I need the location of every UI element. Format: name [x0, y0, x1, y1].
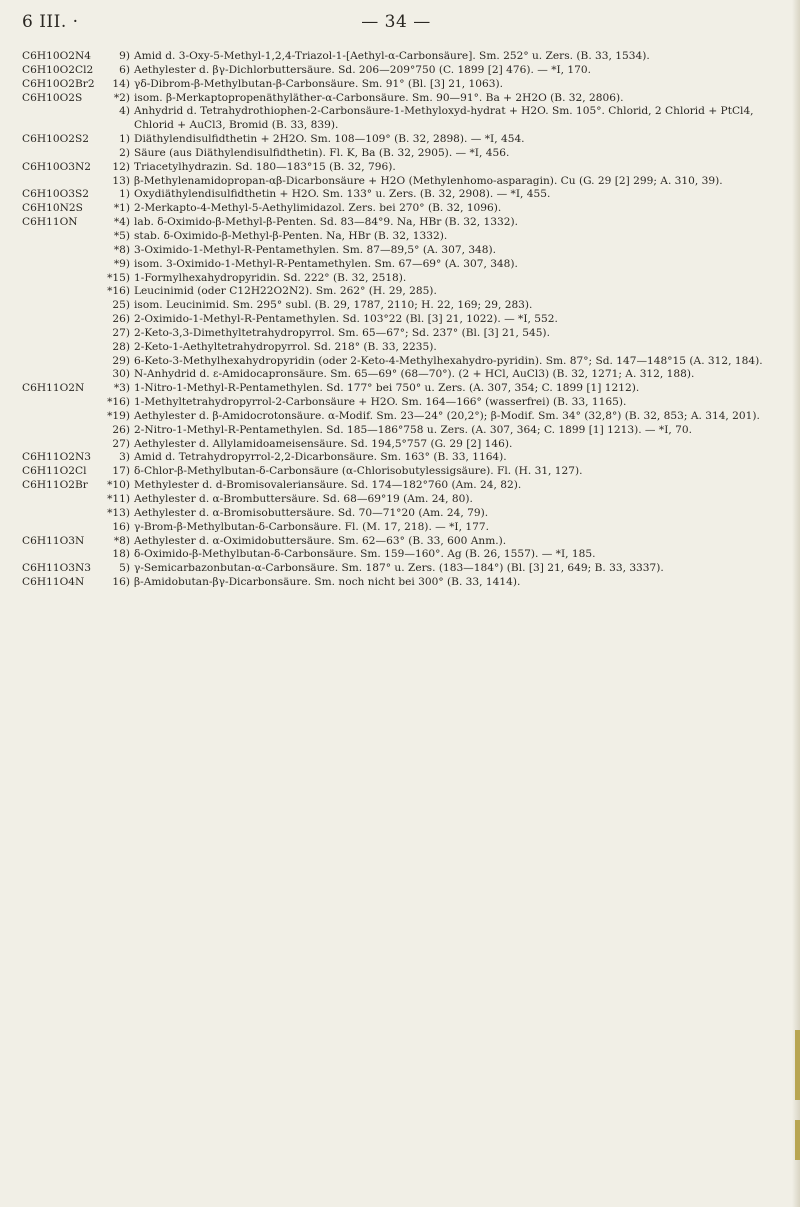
section-label: 6 III. ·	[22, 12, 79, 32]
formula-label: C6H11O2Br	[22, 479, 88, 492]
entry-number: 18)	[112, 548, 130, 561]
formula-group	[22, 133, 772, 161]
formula-label: C6H11O2Cl	[22, 465, 87, 478]
index-entry	[88, 382, 772, 396]
entry-text: Aethylester d. Allylamidoameisensäure. Sd. 194,5°757 (G. 29 [2] 146).	[134, 437, 513, 450]
formula-label: C6H11O2N	[22, 382, 85, 395]
entry-text: isom. 3-Oximido-1-Methyl-R-Pentamethylen. Sm. 67—69° (A. 307, 348).	[134, 257, 518, 270]
entry-text: 2-Merkapto-4-Methyl-5-Aethylimidazol. Zers. bei 270° (B. 32, 1096).	[134, 202, 502, 215]
entry-number: *2)	[113, 91, 130, 104]
entry-number: 1)	[119, 188, 130, 201]
formula-label: C6H11O3N3	[22, 562, 91, 575]
index-entry	[88, 562, 772, 576]
formula-label: C6H10O2S	[22, 91, 83, 104]
page-number: — 34 —	[361, 12, 431, 32]
formula-label: C6H11O4N	[22, 576, 85, 589]
entry-text: γ-Brom-β-Methylbutan-δ-Carbonsäure. Fl. (M. 17, 218). — *I, 177.	[134, 520, 489, 533]
entry-text: N-Anhydrid d. ε-Amidocapronsäure. Sm. 65—69° (68—70°). (2 + HCl, AuCl3) (B. 32, 1271; A. 312, 188).	[134, 368, 695, 381]
entry-text: Aethylester d. α-Brombuttersäure. Sd. 68—69°19 (Am. 24, 80).	[134, 493, 473, 505]
entry-text: isom. β-Merkaptopropenäthyläther-α-Carbonsäure. Sm. 90—91°. Ba + 2H2O (B. 32, 2806).	[134, 91, 624, 104]
entry-number: 14)	[112, 77, 130, 90]
entry-text: γ-Semicarbazonbutan-α-Carbonsäure. Sm. 187° u. Zers. (183—184°) (Bl. [3] 21, 649; B. 33, 3337).	[134, 562, 664, 575]
entry-text: γδ-Dibrom-β-Methylbutan-β-Carbonsäure. Sm. 91° (Bl. [3] 21, 1063).	[134, 77, 503, 90]
entry-number: 17)	[112, 465, 130, 478]
formula-group	[22, 576, 772, 590]
index-entry	[88, 216, 772, 230]
entry-text: β-Methylenamidopropan-αβ-Dicarbonsäure + H2O (Methylenhomo-asparagin). Cu (G. 29 [2] 299; A. 310, 39).	[134, 174, 723, 187]
entry-number: *19)	[107, 409, 130, 422]
formula-group	[22, 92, 772, 134]
entry-text: Säure (aus Diäthylendisulfidthetin). Fl. K, Ba (B. 32, 2905). — *I, 456.	[134, 146, 510, 159]
entry-number: 26)	[112, 423, 130, 436]
index-entry	[88, 341, 772, 355]
formula-label: C6H11O2N3	[22, 451, 91, 464]
index-entry	[88, 147, 772, 161]
index-entry	[88, 396, 772, 410]
entry-text: Oxydiäthylendisulfidthetin + H2O. Sm. 133° u. Zers. (B. 32, 2908). — *I, 455.	[134, 188, 551, 201]
index-entry	[88, 230, 772, 244]
entry-text: 2-Oximido-1-Methyl-R-Pentamethylen. Sd. 103°22 (Bl. [3] 21, 1022). — *I, 552.	[134, 313, 558, 326]
entry-number: 27)	[112, 326, 130, 339]
entry-text: δ-Chlor-β-Methylbutan-δ-Carbonsäure (α-Chlorisobutylessigsäure). Fl. (H. 31, 127).	[134, 465, 583, 478]
entry-text: Anhydrid d. Tetrahydrothiophen-2-Carbonsäure-1-Methyloxyd-hydrat + H2O. Sm. 105°. Chlorid, 2 Chlorid + PtCl4, Chlorid + AuCl3, Bromid (B. 33, 839).	[134, 105, 754, 132]
formula-group	[22, 188, 772, 202]
formula-group	[22, 562, 772, 576]
index-entry	[88, 285, 772, 299]
index-entry	[88, 64, 772, 78]
index-entry	[88, 92, 772, 106]
page-header	[22, 12, 770, 34]
index-entry	[88, 493, 772, 507]
index-entry	[88, 258, 772, 272]
entry-number: 5)	[119, 562, 130, 575]
index-entry	[88, 368, 772, 382]
entry-number: *9)	[113, 257, 130, 270]
entry-text: Aethylester d. α-Oximidobuttersäure. Sm. 62—63° (B. 33, 600 Anm.).	[134, 534, 507, 547]
index-entry	[88, 327, 772, 341]
entry-number: *10)	[107, 479, 130, 492]
entry-number: *15)	[107, 271, 130, 284]
entry-text: 3-Oximido-1-Methyl-R-Pentamethylen. Sm. 87—89,5° (A. 307, 348).	[134, 243, 497, 256]
entry-number: 12)	[112, 160, 130, 173]
formula-label: C6H11ON	[22, 216, 78, 229]
index-entry	[88, 451, 772, 465]
entry-text: β-Amidobutan-βγ-Dicarbonsäure. Sm. noch nicht bei 300° (B. 33, 1414).	[134, 576, 521, 589]
index-entry	[88, 576, 772, 590]
formula-group	[22, 202, 772, 216]
entry-text: 2-Keto-1-Aethyltetrahydropyrrol. Sd. 218° (B. 33, 2235).	[134, 340, 437, 353]
entry-text: Amid d. Tetrahydropyrrol-2,2-Dicarbonsäure. Sm. 163° (B. 33, 1164).	[134, 451, 507, 464]
index-entry	[88, 479, 772, 493]
entry-text: Triacetylhydrazin. Sd. 180—183°15 (B. 32, 796).	[134, 160, 396, 173]
index-entry	[88, 535, 772, 549]
index-entry	[88, 424, 772, 438]
index-entry	[88, 313, 772, 327]
formula-label: C6H10O2Cl2	[22, 63, 94, 76]
index-entry	[88, 188, 772, 202]
entry-number: 13)	[112, 174, 130, 187]
entry-number: *8)	[113, 243, 130, 256]
entry-number: 1)	[119, 133, 130, 146]
entry-number: *11)	[107, 493, 130, 505]
entry-number: *16)	[107, 396, 130, 409]
entry-text: Aethylester d. α-Bromisobuttersäure. Sd. 70—71°20 (Am. 24, 79).	[134, 506, 489, 519]
entry-text: stab. δ-Oximido-β-Methyl-β-Penten. Na, HBr (B. 32, 1332).	[134, 229, 448, 242]
formula-group	[22, 216, 772, 382]
entry-number: *5)	[113, 229, 130, 242]
entry-text: Aethylester d. βγ-Dichlorbuttersäure. Sd. 206—209°750 (C. 1899 [2] 476). — *I, 170.	[134, 63, 591, 76]
entry-number: 3)	[119, 451, 130, 464]
entry-text: Methylester d. d-Bromisovaleriansäure. Sd. 174—182°760 (Am. 24, 82).	[134, 479, 522, 492]
formula-group	[22, 161, 772, 189]
entry-number: 28)	[112, 340, 130, 353]
entry-text: Diäthylendisulfidthetin + 2H2O. Sm. 108—109° (B. 32, 2898). — *I, 454.	[134, 133, 525, 146]
index-entry	[88, 202, 772, 216]
index-entry	[88, 410, 772, 424]
index-entry	[88, 133, 772, 147]
formula-label: C6H10O2Br2	[22, 77, 95, 90]
index-entry	[88, 105, 772, 133]
entry-number: 26)	[112, 313, 130, 326]
index-entry	[88, 299, 772, 313]
formula-label: C6H11O3N	[22, 534, 85, 547]
entry-number: 4)	[119, 105, 130, 118]
formula-group	[22, 50, 772, 64]
index-entry	[88, 521, 772, 535]
entry-text: isom. Leucinimid. Sm. 295° subl. (B. 29, 1787, 2110; H. 22, 169; 29, 283).	[134, 299, 533, 312]
index-entry	[88, 272, 772, 286]
formula-label: C6H10O3S2	[22, 188, 89, 201]
index-entry	[88, 175, 772, 189]
entry-text: δ-Oximido-β-Methylbutan-δ-Carbonsäure. Sm. 159—160°. Ag (B. 26, 1557). — *I, 185.	[134, 548, 596, 561]
entry-number: 27)	[112, 437, 130, 450]
formula-label: C6H10O2N4	[22, 50, 91, 62]
formula-group	[22, 64, 772, 78]
formula-group	[22, 535, 772, 563]
entry-number: *1)	[113, 202, 130, 215]
formula-group	[22, 382, 772, 451]
entry-text: 2-Keto-3,3-Dimethyltetrahydropyrrol. Sm. 65—67°; Sd. 237° (Bl. [3] 21, 545).	[134, 326, 550, 339]
page-edge	[792, 0, 800, 1207]
entry-text: 6-Keto-3-Methylhexahydropyridin (oder 2-Keto-4-Methylhexahydro-pyridin). Sm. 87°; Sd. 147—148°15 (A. 312, 184).	[134, 354, 763, 367]
formula-label: C6H10N2S	[22, 202, 83, 215]
index-entry	[88, 548, 772, 562]
entry-text: Leucinimid (oder C12H22O2N2). Sm. 262° (H. 29, 285).	[134, 285, 437, 298]
entry-number: *8)	[113, 534, 130, 547]
entry-number: *3)	[113, 382, 130, 395]
index-entry	[88, 465, 772, 479]
formula-group	[22, 465, 772, 479]
index-entry	[88, 438, 772, 452]
index-entry	[88, 244, 772, 258]
index-entry	[88, 355, 772, 369]
entry-number: 16)	[112, 576, 130, 589]
index-entry	[88, 507, 772, 521]
entry-text: Aethylester d. β-Amidocrotonsäure. α-Modif. Sm. 23—24° (20,2°); β-Modif. Sm. 34° (32,8°) (B. 32, 853; A. 314, 201).	[134, 409, 760, 422]
entry-number: 2)	[119, 146, 130, 159]
formula-label: C6H10O3N2	[22, 160, 91, 173]
entry-number: *4)	[113, 216, 130, 229]
index-entry	[88, 50, 772, 64]
entry-text: 2-Nitro-1-Methyl-R-Pentamethylen. Sd. 185—186°758 u. Zers. (A. 307, 364; C. 1899 [1] 1213). — *I, 70.	[134, 423, 692, 436]
formula-group	[22, 479, 772, 534]
entry-number: 29)	[112, 354, 130, 367]
entry-text: 1-Methyltetrahydropyrrol-2-Carbonsäure + H2O. Sm. 164—166° (wasserfrei) (B. 33, 1165).	[134, 396, 627, 409]
entry-number: 6)	[119, 63, 130, 76]
index-body	[22, 50, 772, 590]
entry-number: 16)	[112, 520, 130, 533]
formula-group	[22, 451, 772, 465]
index-entry	[88, 161, 772, 175]
formula-group	[22, 78, 772, 92]
entry-number: *13)	[107, 506, 130, 519]
entry-number: 30)	[112, 368, 130, 381]
entry-text: 1-Nitro-1-Methyl-R-Pentamethylen. Sd. 177° bei 750° u. Zers. (A. 307, 354; C. 1899 [1] 1212).	[134, 382, 640, 395]
formula-label: C6H10O2S2	[22, 133, 89, 146]
entry-number: *16)	[107, 285, 130, 298]
entry-number: 25)	[112, 299, 130, 312]
entry-text: lab. δ-Oximido-β-Methyl-β-Penten. Sd. 83—84°9. Na, HBr (B. 32, 1332).	[134, 216, 518, 229]
entry-text: Amid d. 3-Oxy-5-Methyl-1,2,4-Triazol-1-[Aethyl-α-Carbonsäure]. Sm. 252° u. Zers. (B. 33, 1534).	[134, 50, 650, 62]
entry-text: 1-Formylhexahydropyridin. Sd. 222° (B. 32, 2518).	[134, 271, 407, 284]
index-entry	[88, 78, 772, 92]
entry-number: 9)	[119, 50, 130, 62]
